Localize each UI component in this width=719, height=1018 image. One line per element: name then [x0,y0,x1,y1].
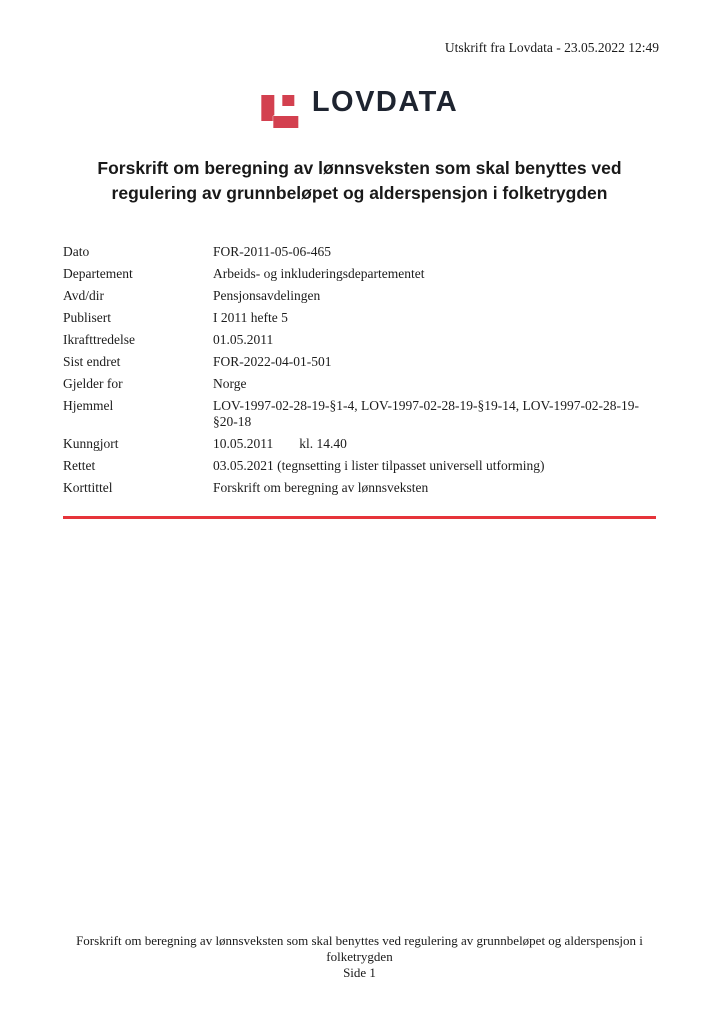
metadata-label: Sist endret [63,354,121,369]
lovdata-logo-icon [261,95,298,128]
footer-page-number: Side 1 [343,965,376,980]
metadata-label: Departement [63,266,133,281]
metadata-value [213,480,658,496]
metadata-label: Publisert [63,310,112,325]
red-divider [63,516,656,519]
metadata-label: Dato [63,244,90,259]
metadata-value [213,310,658,326]
metadata-table [63,244,658,502]
metadata-label: Avd/dir [63,288,104,303]
metadata-value [213,458,658,474]
metadata-value-text: 03.05.2021 (tegnsetting i lister tilpasset universell utforming) [213,458,545,473]
footer-document-title: Forskrift om beregning av lønnsveksten som skal benyttes ved regulering av grunnbeløpet og alderspensjon i folketrygden [76,933,643,964]
metadata-row [63,266,658,282]
metadata-row [63,310,658,326]
page-footer [40,933,680,981]
metadata-row [63,458,658,474]
metadata-row [63,288,658,304]
metadata-value-text: Arbeids- og inkluderingsdepartementet [213,266,425,281]
metadata-row [63,436,658,452]
metadata-value [213,436,658,452]
document-title: Forskrift om beregning av lønnsveksten som skal benyttes ved regulering av grunnbeløpet og alderspensjon i folketrygden [97,158,622,203]
metadata-value-text: 01.05.2011 [213,332,274,347]
metadata-value [213,354,658,370]
metadata-label: Korttittel [63,480,113,495]
metadata-label: Rettet [63,458,96,473]
metadata-value-text: FOR-2011-05-06-465 [213,244,331,259]
metadata-row [63,354,658,370]
metadata-label: Kunngjort [63,436,119,451]
metadata-value [213,376,658,392]
metadata-label: Ikrafttredelse [63,332,135,347]
metadata-value-extra: kl. 14.40 [299,436,347,451]
logo-top-square [282,95,294,106]
lovdata-logo [261,87,458,128]
metadata-value-text: Pensjonsavdelingen [213,288,321,303]
metadata-row [63,480,658,496]
lovdata-wordmark: LOVDATA [311,86,459,118]
logo-bottom-bar [273,116,298,128]
metadata-value-text: I 2011 hefte 5 [213,310,288,325]
metadata-value-text: LOV-1997-02-28-19-§1-4, LOV-1997-02-28-19-§19-14, LOV-1997-02-28-19-§20-18 [213,398,639,429]
metadata-value-text: Norge [213,376,247,391]
metadata-value [213,244,658,260]
metadata-row [63,244,658,260]
metadata-value-text: Forskrift om beregning av lønnsveksten [213,480,429,495]
metadata-row [63,376,658,392]
metadata-value [213,266,658,282]
metadata-value [213,288,658,304]
metadata-value [213,332,658,348]
metadata-value-text: 10.05.2011 [213,436,274,451]
metadata-value [213,398,658,430]
metadata-row [63,332,658,348]
metadata-label: Hjemmel [63,398,114,413]
print-timestamp: Utskrift fra Lovdata - 23.05.2022 12:49 [444,40,659,55]
metadata-label: Gjelder for [63,376,123,391]
metadata-row [63,398,658,430]
metadata-value-text: FOR-2022-04-01-501 [213,354,332,369]
